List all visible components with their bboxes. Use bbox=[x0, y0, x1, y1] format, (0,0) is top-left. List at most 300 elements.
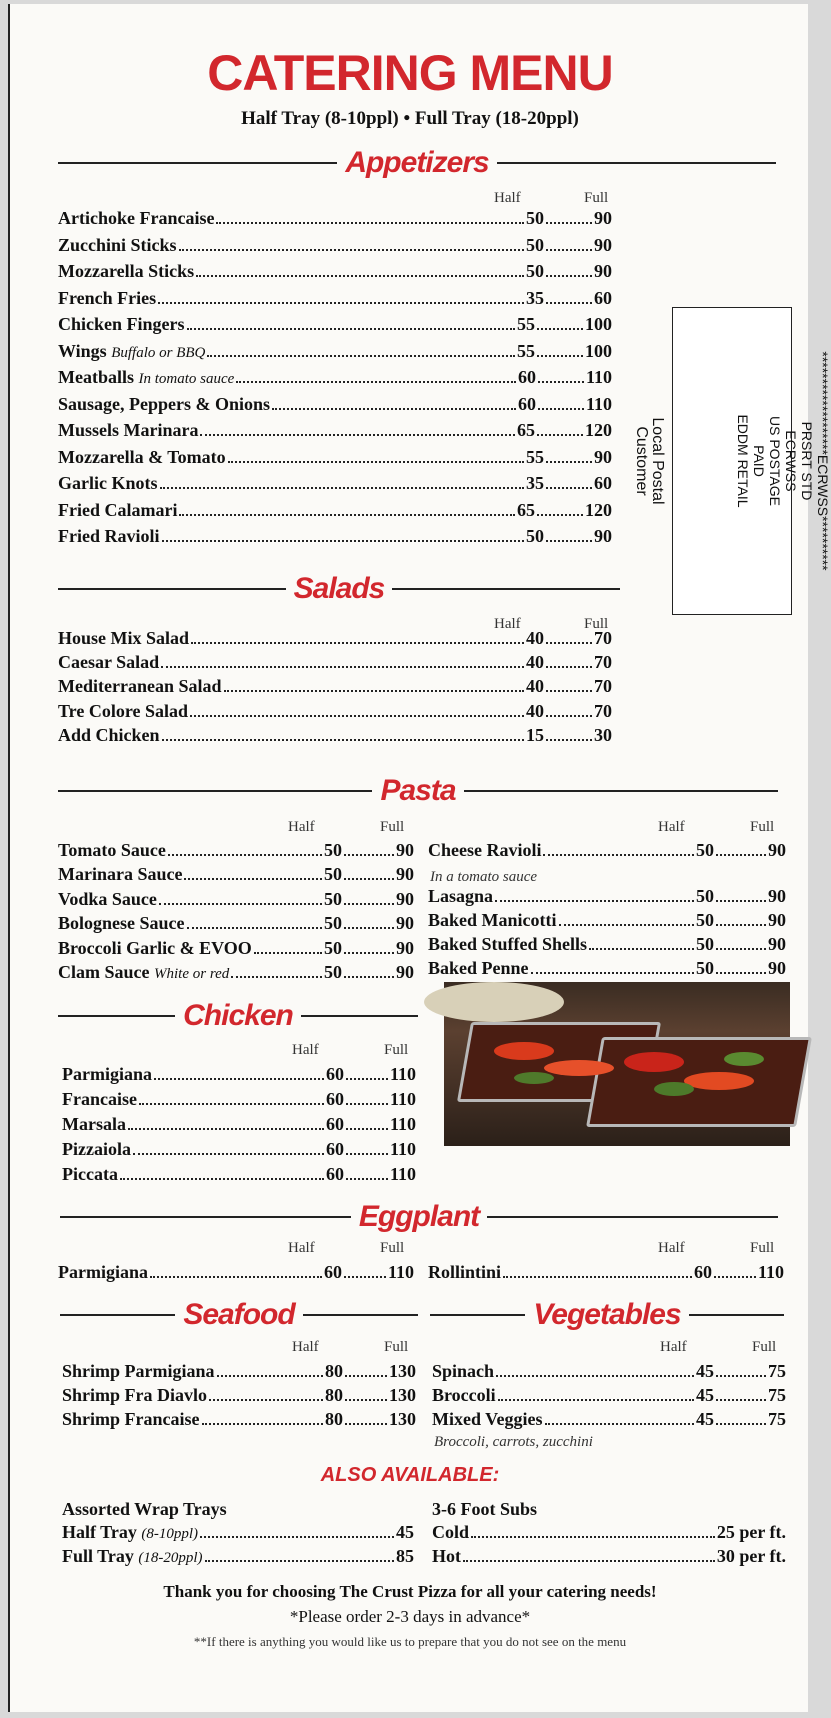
menu-item-row bbox=[58, 864, 414, 888]
item-name-text: Cold bbox=[432, 1522, 470, 1542]
dot-leader bbox=[495, 900, 694, 902]
col-half-label: Half bbox=[288, 1240, 315, 1256]
item-name bbox=[428, 1262, 501, 1283]
food-photo bbox=[444, 982, 790, 1146]
eggplant-header bbox=[60, 1200, 778, 1234]
chicken-title: Chicken bbox=[183, 999, 293, 1032]
full-price: 110 bbox=[389, 1089, 416, 1109]
menu-item-row bbox=[58, 235, 612, 259]
food bbox=[624, 1052, 684, 1072]
item-name bbox=[58, 938, 252, 959]
full-price: 70 bbox=[594, 628, 612, 648]
menu-item-row bbox=[58, 962, 414, 986]
dot-leader bbox=[716, 854, 766, 856]
menu-item-row bbox=[58, 1262, 414, 1286]
divider bbox=[303, 1314, 418, 1316]
full-price: 75 bbox=[768, 1361, 786, 1381]
full-price: 90 bbox=[396, 840, 414, 860]
item-name bbox=[58, 701, 188, 722]
divider bbox=[487, 1216, 778, 1218]
item-name-text: Parmigiana bbox=[62, 1064, 152, 1084]
item-name-text: Garlic Knots bbox=[58, 473, 158, 493]
half-price: 60 bbox=[693, 1262, 712, 1282]
dot-leader bbox=[546, 715, 592, 717]
full-price: 70 bbox=[594, 676, 612, 697]
item-name-text: House Mix Salad bbox=[58, 628, 190, 648]
col-half-label: Half bbox=[494, 190, 521, 206]
dot-leader bbox=[546, 642, 592, 644]
full-price: 110 bbox=[757, 1262, 784, 1282]
dot-leader bbox=[546, 690, 592, 692]
full-price: 120 bbox=[585, 420, 612, 440]
dot-leader bbox=[716, 1399, 766, 1401]
menu-item-row bbox=[58, 473, 612, 497]
divider bbox=[58, 162, 337, 164]
food bbox=[424, 982, 564, 1022]
divider bbox=[301, 1015, 418, 1017]
full-price: 130 bbox=[389, 1385, 416, 1405]
dot-leader bbox=[716, 948, 766, 950]
dot-leader bbox=[345, 1399, 387, 1401]
item-name bbox=[58, 526, 160, 547]
half-price: 50 bbox=[696, 910, 714, 930]
food bbox=[514, 1072, 554, 1084]
full-price: 110 bbox=[389, 1164, 416, 1184]
half-price: 60 bbox=[325, 1139, 344, 1159]
half-price: 55 bbox=[526, 446, 544, 467]
full-price: 120 bbox=[585, 499, 612, 520]
item-name-text: Tre Colore Salad bbox=[58, 700, 188, 721]
item-name-text: Broccoli Garlic & EVOO bbox=[58, 937, 252, 958]
item-name bbox=[58, 235, 177, 256]
col-half-label: Half bbox=[288, 819, 315, 835]
appetizers-header bbox=[58, 146, 776, 180]
postage-line: ECRWSS bbox=[783, 430, 799, 492]
item-name-text: Spinach bbox=[432, 1361, 495, 1381]
dot-leader bbox=[537, 355, 583, 357]
half-price: 40 bbox=[526, 700, 544, 721]
dot-leader bbox=[537, 514, 583, 516]
half-price: 80 bbox=[325, 1385, 343, 1405]
dot-leader bbox=[546, 461, 592, 463]
item-name-text: Baked Stuffed Shells bbox=[428, 934, 588, 954]
half-price: 50 bbox=[526, 208, 544, 228]
menu-item-row bbox=[58, 367, 612, 391]
dot-leader bbox=[160, 487, 525, 489]
menu-item-row bbox=[58, 913, 414, 937]
full-price: 110 bbox=[585, 367, 612, 387]
postage-line: EDDM RETAIL bbox=[735, 414, 751, 508]
menu-item-row bbox=[58, 652, 612, 676]
half-price: 55 bbox=[517, 314, 535, 334]
dot-leader bbox=[344, 854, 394, 856]
food bbox=[684, 1072, 754, 1090]
item-name bbox=[62, 1164, 118, 1185]
item-name-text: Francaise bbox=[62, 1089, 137, 1109]
full-price: 90 bbox=[768, 910, 786, 930]
divider bbox=[464, 790, 778, 792]
menu-item-row bbox=[58, 420, 612, 444]
half-price: 40 bbox=[526, 652, 544, 673]
item-name bbox=[428, 910, 557, 931]
menu-item-row bbox=[428, 958, 786, 982]
item-price: 85 bbox=[396, 1546, 414, 1566]
menu-item-row bbox=[62, 1139, 416, 1163]
full-price: 90 bbox=[396, 888, 414, 909]
full-price: 90 bbox=[396, 962, 414, 982]
full-price: 90 bbox=[594, 446, 612, 467]
dot-leader bbox=[346, 1128, 388, 1130]
catering-menu-page bbox=[8, 4, 831, 1712]
dot-leader bbox=[543, 854, 694, 856]
food bbox=[654, 1082, 694, 1096]
col-full-label: Full bbox=[584, 190, 609, 206]
dot-leader bbox=[716, 924, 766, 926]
dot-leader bbox=[344, 927, 394, 929]
page-subtitle: Half Tray (8-10ppl) • Full Tray (18-20ppl) bbox=[241, 108, 579, 129]
dot-leader bbox=[161, 666, 524, 668]
dot-leader bbox=[231, 976, 322, 978]
full-price: 90 bbox=[594, 234, 612, 255]
dot-leader bbox=[200, 1536, 394, 1538]
dot-leader bbox=[128, 1128, 324, 1130]
postage-line: PAID bbox=[751, 445, 767, 477]
menu-item-row bbox=[432, 1361, 786, 1385]
dot-leader bbox=[546, 249, 592, 251]
item-name-text: Full Tray bbox=[62, 1546, 134, 1566]
menu-item-row bbox=[428, 840, 786, 864]
menu-item-row bbox=[62, 1522, 414, 1546]
half-price: 60 bbox=[517, 393, 536, 414]
half-price: 80 bbox=[325, 1409, 343, 1429]
item-name-text: Add Chicken bbox=[58, 724, 160, 745]
item-name-text: Parmigiana bbox=[58, 1262, 148, 1282]
item-name-text: Mozzarella Sticks bbox=[58, 261, 195, 281]
dot-leader bbox=[346, 1178, 388, 1180]
full-price: 90 bbox=[396, 937, 414, 958]
menu-item-row bbox=[58, 526, 612, 550]
item-name bbox=[58, 864, 182, 885]
item-name-text: Mussels Marinara bbox=[58, 420, 199, 440]
dot-leader bbox=[272, 408, 516, 410]
dot-leader bbox=[344, 976, 394, 978]
item-name-text: Cheese Ravioli bbox=[428, 840, 542, 860]
dot-leader bbox=[158, 302, 524, 304]
item-name bbox=[62, 1385, 207, 1406]
divider bbox=[430, 1314, 525, 1316]
half-price: 50 bbox=[324, 962, 342, 982]
half-price: 60 bbox=[325, 1114, 344, 1134]
item-name bbox=[58, 341, 205, 362]
dot-leader bbox=[236, 381, 516, 383]
item-name bbox=[62, 1114, 126, 1135]
full-price: 100 bbox=[585, 340, 612, 361]
item-name bbox=[58, 725, 160, 746]
half-price: 60 bbox=[325, 1089, 344, 1109]
seafood-title: Seafood bbox=[183, 1298, 295, 1331]
menu-item-row bbox=[62, 1089, 416, 1113]
full-price: 70 bbox=[594, 652, 612, 673]
item-name bbox=[62, 1361, 215, 1382]
divider bbox=[58, 588, 286, 590]
half-price: 50 bbox=[696, 934, 714, 954]
menu-item-row bbox=[58, 725, 612, 749]
item-description: In tomato sauce bbox=[138, 371, 235, 387]
vegetables-header bbox=[430, 1298, 784, 1332]
half-price: 50 bbox=[696, 886, 714, 906]
full-price: 100 bbox=[585, 314, 612, 334]
divider bbox=[60, 1216, 351, 1218]
dot-leader bbox=[503, 1276, 692, 1278]
dot-leader bbox=[150, 1276, 322, 1278]
half-price: 35 bbox=[526, 287, 544, 308]
divider bbox=[58, 1015, 175, 1017]
item-description: (8-10ppl) bbox=[141, 1526, 198, 1542]
dot-leader bbox=[120, 1178, 324, 1180]
item-description: (18-20ppl) bbox=[138, 1550, 203, 1566]
dot-leader bbox=[228, 461, 524, 463]
menu-item-row bbox=[58, 628, 612, 652]
col-half-label: Half bbox=[292, 1339, 319, 1355]
divider bbox=[497, 162, 776, 164]
item-name bbox=[58, 288, 156, 309]
dot-leader bbox=[546, 666, 592, 668]
col-full-label: Full bbox=[750, 819, 775, 835]
dot-leader bbox=[196, 275, 524, 277]
dot-leader bbox=[162, 739, 524, 741]
food bbox=[724, 1052, 764, 1066]
appetizers-title: Appetizers bbox=[345, 146, 489, 179]
full-price: 130 bbox=[389, 1409, 416, 1429]
menu-item-row bbox=[58, 676, 612, 700]
dot-leader bbox=[179, 514, 515, 516]
dot-leader bbox=[537, 434, 583, 436]
item-name-text: Wings bbox=[58, 340, 107, 361]
item-name-text: Bolognese Sauce bbox=[58, 913, 185, 934]
item-name bbox=[58, 420, 198, 441]
menu-item-row bbox=[58, 394, 612, 418]
page-title: CATERING MENU bbox=[207, 45, 613, 101]
half-price: 55 bbox=[517, 340, 535, 361]
item-name-text: Hot bbox=[432, 1546, 461, 1566]
full-price: 75 bbox=[768, 1409, 786, 1429]
seafood-header bbox=[60, 1298, 418, 1332]
item-name-text: Lasagna bbox=[428, 886, 494, 906]
dot-leader bbox=[344, 952, 394, 954]
ravioli-note: In a tomato sauce bbox=[430, 869, 538, 885]
item-name-text: Tomato Sauce bbox=[58, 840, 166, 860]
item-name bbox=[58, 652, 159, 673]
item-name-text: Marinara Sauce bbox=[58, 864, 183, 885]
item-name-text: Shrimp Francaise bbox=[62, 1409, 200, 1429]
col-full-label: Full bbox=[380, 1240, 405, 1256]
menu-item-row bbox=[428, 910, 786, 934]
item-name bbox=[58, 367, 234, 388]
item-name-text: Sausage, Peppers & Onions bbox=[58, 393, 271, 414]
item-name bbox=[62, 1409, 200, 1430]
item-name-text: Shrimp Fra Diavlo bbox=[62, 1385, 208, 1405]
item-name bbox=[62, 1522, 198, 1543]
item-name bbox=[58, 447, 226, 468]
full-price: 90 bbox=[768, 840, 786, 860]
half-price: 15 bbox=[526, 724, 544, 745]
dot-leader bbox=[345, 1375, 387, 1377]
item-name bbox=[62, 1089, 137, 1110]
item-name-text: Mozzarella & Tomato bbox=[58, 446, 226, 467]
dot-leader bbox=[559, 924, 695, 926]
dot-leader bbox=[254, 952, 322, 954]
menu-item-row bbox=[432, 1546, 786, 1570]
col-half-label: Half bbox=[658, 819, 685, 835]
item-name bbox=[58, 840, 166, 861]
half-price: 40 bbox=[526, 628, 544, 648]
dot-leader bbox=[463, 1560, 715, 1562]
menu-item-row bbox=[428, 1262, 784, 1286]
menu-item-row bbox=[62, 1409, 416, 1433]
dot-leader bbox=[345, 1423, 387, 1425]
item-price: 45 bbox=[396, 1522, 414, 1542]
col-full-label: Full bbox=[750, 1240, 775, 1256]
dot-leader bbox=[537, 328, 583, 330]
dot-leader bbox=[205, 1560, 395, 1562]
dot-leader bbox=[546, 487, 592, 489]
menu-item-row bbox=[428, 934, 786, 958]
full-price: 110 bbox=[387, 1262, 414, 1282]
dot-leader bbox=[187, 927, 322, 929]
full-price: 110 bbox=[585, 393, 612, 414]
dot-leader bbox=[716, 972, 766, 974]
dot-leader bbox=[344, 903, 394, 905]
half-price: 35 bbox=[526, 473, 544, 493]
footer-fineprint: **If there is anything you would like us to prepare that you do not see on the menu bbox=[193, 1634, 627, 1649]
postage-customer: Local Postal bbox=[649, 417, 666, 505]
dot-leader bbox=[346, 1103, 388, 1105]
dot-leader bbox=[344, 878, 394, 880]
dot-leader bbox=[589, 948, 694, 950]
dot-leader bbox=[154, 1078, 324, 1080]
full-price: 130 bbox=[389, 1361, 416, 1381]
dot-leader bbox=[139, 1103, 324, 1105]
menu-item-row bbox=[62, 1064, 416, 1088]
full-price: 90 bbox=[396, 913, 414, 934]
dot-leader bbox=[538, 408, 584, 410]
item-name bbox=[432, 1361, 494, 1382]
dot-leader bbox=[546, 222, 592, 224]
item-name bbox=[58, 500, 177, 521]
item-name bbox=[62, 1546, 203, 1567]
dot-leader bbox=[187, 328, 515, 330]
half-price: 50 bbox=[696, 958, 714, 978]
item-name bbox=[58, 1262, 148, 1283]
pasta-title: Pasta bbox=[380, 774, 456, 807]
full-price: 90 bbox=[768, 934, 786, 954]
dot-leader bbox=[179, 249, 524, 251]
item-name bbox=[58, 473, 158, 494]
dot-leader bbox=[346, 1153, 388, 1155]
dot-leader bbox=[531, 972, 694, 974]
menu-item-row bbox=[432, 1385, 786, 1409]
half-price: 60 bbox=[517, 367, 536, 387]
item-name-text: Baked Manicotti bbox=[428, 910, 557, 930]
item-name-text: Vodka Sauce bbox=[58, 888, 157, 909]
item-name bbox=[428, 958, 529, 979]
col-full-label: Full bbox=[384, 1339, 409, 1355]
postage-indicia bbox=[633, 307, 831, 615]
menu-item-row bbox=[62, 1361, 416, 1385]
half-price: 65 bbox=[517, 499, 535, 520]
divider bbox=[689, 1314, 784, 1316]
dot-leader bbox=[168, 854, 322, 856]
full-price: 90 bbox=[768, 886, 786, 906]
full-price: 110 bbox=[389, 1064, 416, 1084]
dot-leader bbox=[191, 642, 524, 644]
postage-line: PRSRT STD bbox=[799, 421, 815, 501]
col-half-label: Half bbox=[658, 1240, 685, 1256]
col-half-label: Half bbox=[660, 1339, 687, 1355]
full-price: 110 bbox=[389, 1139, 416, 1159]
full-price: 90 bbox=[396, 864, 414, 885]
item-name bbox=[432, 1385, 496, 1406]
menu-item-row bbox=[62, 1164, 416, 1188]
chicken-header bbox=[58, 999, 418, 1033]
dot-leader bbox=[546, 739, 592, 741]
menu-item-row bbox=[62, 1385, 416, 1409]
dot-leader bbox=[546, 302, 592, 304]
full-price: 70 bbox=[594, 700, 612, 721]
half-price: 50 bbox=[324, 937, 342, 958]
item-name bbox=[58, 261, 194, 282]
item-name bbox=[58, 913, 185, 934]
dot-leader bbox=[545, 1423, 695, 1425]
divider bbox=[58, 790, 372, 792]
full-price: 30 bbox=[594, 724, 612, 745]
postage-line: *******************ECRWSS********** bbox=[815, 351, 831, 571]
postage-line: US POSTAGE bbox=[767, 416, 783, 506]
item-name bbox=[62, 1064, 152, 1085]
col-full-label: Full bbox=[380, 819, 405, 835]
dot-leader bbox=[546, 275, 592, 277]
menu-item-row bbox=[58, 261, 612, 285]
item-name-text: Piccata bbox=[62, 1164, 118, 1184]
dot-leader bbox=[159, 903, 322, 905]
dot-leader bbox=[207, 355, 515, 357]
menu-item-row bbox=[58, 938, 414, 962]
item-name bbox=[58, 676, 222, 697]
vegetables-title: Vegetables bbox=[533, 1298, 681, 1331]
half-price: 65 bbox=[517, 420, 535, 440]
dot-leader bbox=[202, 1423, 324, 1425]
half-price: 60 bbox=[325, 1164, 344, 1184]
col-full-label: Full bbox=[584, 616, 609, 632]
half-price: 50 bbox=[526, 234, 544, 255]
dot-leader bbox=[133, 1153, 324, 1155]
item-name bbox=[428, 840, 541, 861]
item-name bbox=[58, 208, 214, 229]
item-description: White or red bbox=[154, 966, 230, 982]
dot-leader bbox=[344, 1276, 386, 1278]
item-name bbox=[428, 934, 587, 955]
full-price: 60 bbox=[594, 473, 612, 493]
half-price: 50 bbox=[324, 840, 342, 860]
half-price: 45 bbox=[696, 1361, 714, 1381]
item-name bbox=[58, 889, 157, 910]
menu-item-row bbox=[58, 288, 612, 312]
item-name-text: Mixed Veggies bbox=[432, 1409, 543, 1429]
dot-leader bbox=[471, 1536, 715, 1538]
item-name bbox=[432, 1409, 543, 1430]
item-name-text: Fried Ravioli bbox=[58, 526, 160, 546]
item-name bbox=[58, 314, 185, 335]
